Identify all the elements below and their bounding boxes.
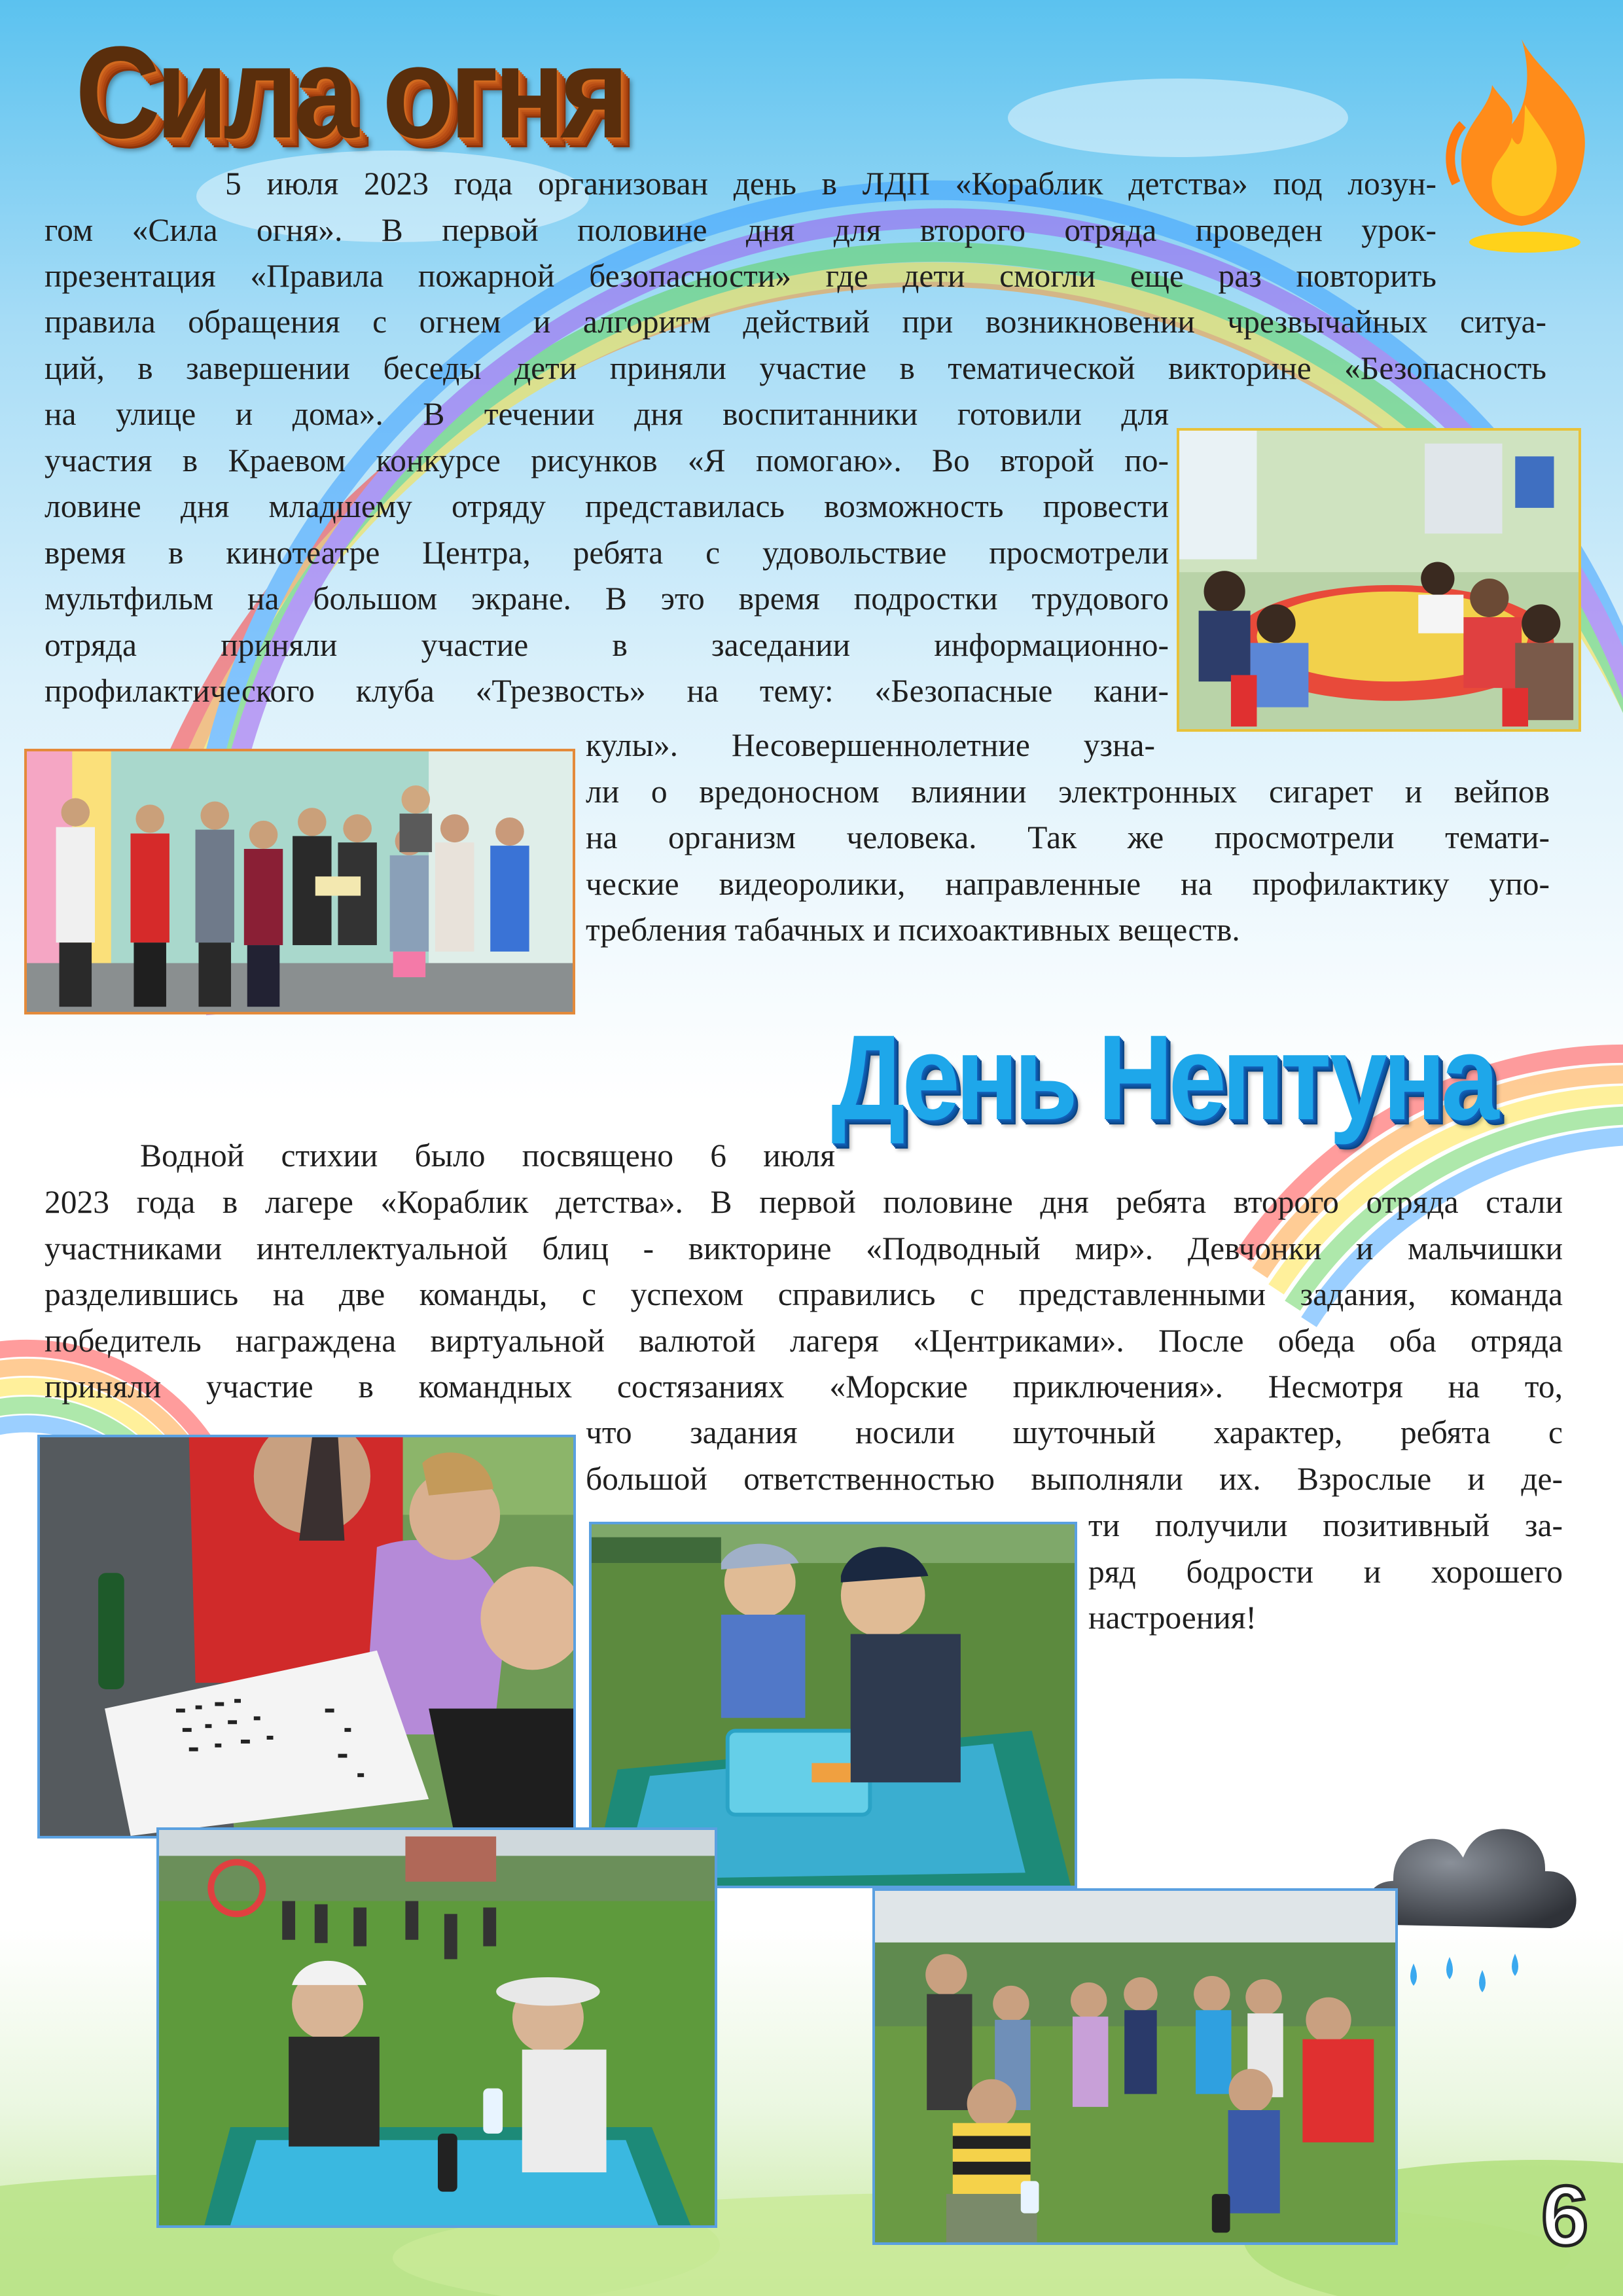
text-line: кулы». Несовершеннолетние узна- bbox=[586, 727, 1155, 763]
photo-teens-group bbox=[24, 749, 575, 1014]
text-line: на улице и дома». В течении дня воспитанники готовили для bbox=[45, 396, 1169, 432]
text-line: профилактического клуба «Трезвость» на тему: «Безопасные кани- bbox=[45, 673, 1169, 709]
text-line: ловине дня младшему отряду представилась возможность провести bbox=[45, 488, 1169, 524]
text-line: 2023 года в лагере «Кораблик детства». В первой половине дня ребята второго отряда стали bbox=[45, 1184, 1563, 1220]
text-line: время в кинотеатре Центра, ребята с удовольствие просмотрели bbox=[45, 534, 1169, 571]
text-line: участниками интеллектуальной блиц - викторине «Подводный мир». Девчонки и мальчишки bbox=[45, 1230, 1563, 1266]
article-text-neptune bbox=[45, 1179, 1563, 1410]
text-line: презентация «Правила пожарной безопасности» где дети смогли еще раз повторить bbox=[45, 258, 1436, 294]
photo-kids-drawing bbox=[1177, 428, 1581, 732]
photo-pouring-water bbox=[156, 1827, 717, 2228]
text-line: большой ответственностью выполняли их. Взрослые и де- bbox=[586, 1460, 1563, 1497]
article-text-neptune-first bbox=[140, 1133, 835, 1179]
text-line: требления табачных и психоактивных веществ. bbox=[586, 912, 1240, 948]
text-line: участия в Краевом конкурсе рисунков «Я помогаю». Во второй по- bbox=[45, 442, 1169, 478]
article-text-fire bbox=[45, 161, 1436, 300]
text-line: ти получили позитивный за- bbox=[1088, 1507, 1563, 1543]
text-line: 5 июля 2023 года организован день в ЛДП «Кораблик детства» под лозун- bbox=[225, 166, 1436, 202]
fire-icon bbox=[1443, 26, 1600, 262]
text-line: ряд бодрости и хорошего bbox=[1088, 1553, 1563, 1590]
text-line: ли о вредоносном влиянии электронных сигарет и вейпов bbox=[586, 773, 1550, 810]
page-number: 6 bbox=[1541, 2168, 1589, 2263]
article-text-fire-left bbox=[45, 391, 1169, 715]
article-text-fire-right bbox=[586, 723, 1550, 954]
text-line: на организм человека. Так же просмотрели темати- bbox=[586, 819, 1550, 855]
article-text-neptune-mid bbox=[586, 1410, 1563, 1502]
text-line: ческие видеоролики, направленные на профилактику упо- bbox=[586, 865, 1550, 902]
text-line: приняли участие в командных состязаниях «Морские приключения». Несмотря на то, bbox=[45, 1369, 1563, 1405]
text-line: победитель награждена виртуальной валютой лагеря «Центриками». После обеда оба отряда bbox=[45, 1322, 1563, 1359]
photo-quiz-paper bbox=[37, 1435, 576, 1839]
text-line: настроения! bbox=[1088, 1600, 1257, 1636]
text-line: Водной стихии было посвящено 6 июля bbox=[140, 1138, 835, 1174]
photo-relay-race bbox=[872, 1888, 1398, 2245]
text-line: правила обращения с огнем и алгоритм действий при возникновении чрезвычайных ситуа- bbox=[45, 304, 1546, 340]
text-line: что задания носили шуточный характер, ребята с bbox=[586, 1414, 1563, 1450]
text-line: отряда приняли участие в заседании информационно- bbox=[45, 626, 1169, 663]
text-line: гом «Сила огня». В первой половине дня для второго отряда проведен урок- bbox=[45, 211, 1436, 248]
article-text-fire-wide bbox=[45, 299, 1546, 391]
article-text-neptune-right bbox=[1088, 1503, 1563, 1641]
section-title-fire: Сила огня bbox=[75, 20, 624, 166]
text-line: разделившись на две команды, с успехом справились с представленными задания, команда bbox=[45, 1276, 1563, 1312]
text-line: ций, в завершении беседы дети приняли участие в тематической викторине «Безопасность bbox=[45, 350, 1546, 386]
section-title-neptune: День Нептуна bbox=[831, 1011, 1495, 1145]
text-line: мультфильм на большом экране. В это время подростки трудового bbox=[45, 581, 1169, 617]
